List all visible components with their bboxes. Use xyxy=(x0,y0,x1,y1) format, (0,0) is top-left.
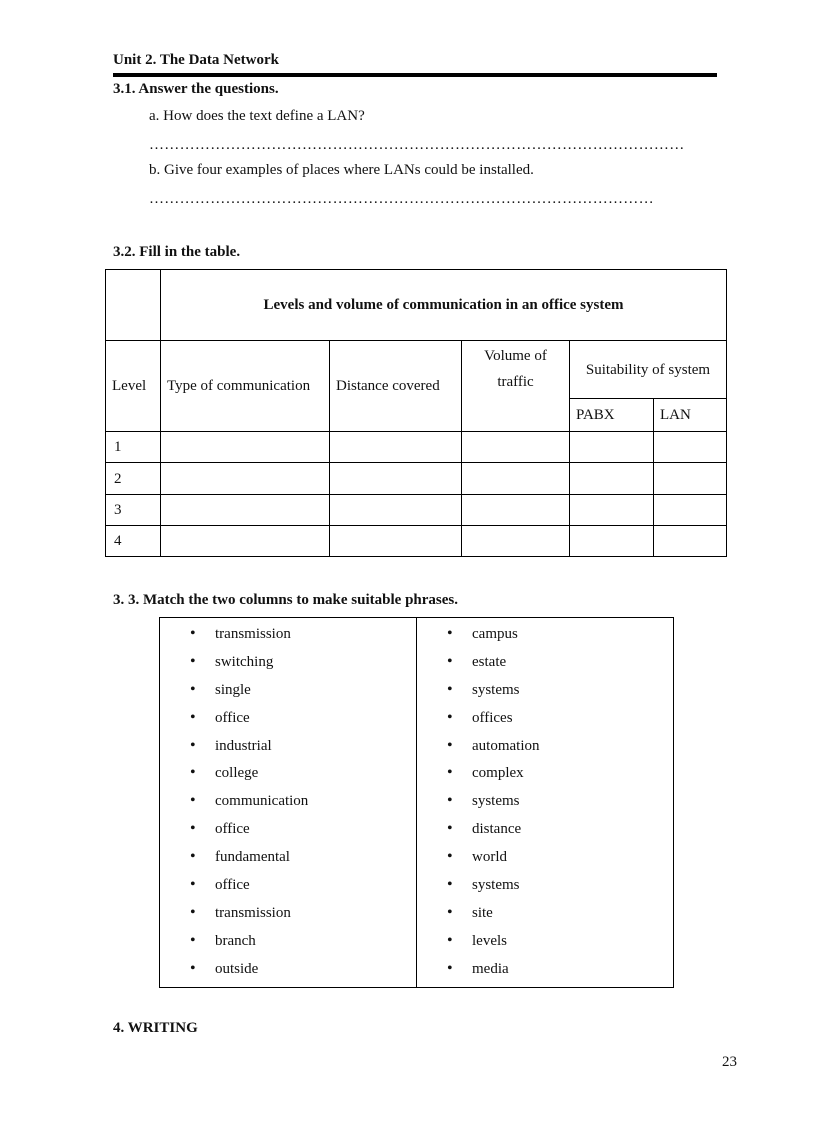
match-left-column xyxy=(160,618,417,988)
cell-distance[interactable] xyxy=(330,463,462,495)
cell-type[interactable] xyxy=(161,495,330,526)
cell-distance[interactable] xyxy=(330,495,462,526)
cell-pabx[interactable] xyxy=(570,463,654,495)
match-left-item: • office xyxy=(160,708,416,736)
cell-distance[interactable] xyxy=(330,526,462,557)
match-left-item: • office xyxy=(160,819,416,847)
answer-line-a: …………………………………………………………………………………………… xyxy=(149,137,685,153)
cell-lan[interactable] xyxy=(654,495,727,526)
match-right-item: • levels xyxy=(417,931,673,959)
match-right-item: • site xyxy=(417,903,673,931)
right-word-list xyxy=(417,624,673,987)
match-right-column xyxy=(417,618,674,988)
match-left-item: • single xyxy=(160,680,416,708)
match-right-item: • automation xyxy=(417,736,673,764)
cell-lan[interactable] xyxy=(654,463,727,495)
cell-volume[interactable] xyxy=(462,526,570,557)
match-right-item: • media xyxy=(417,959,673,987)
match-left-item: • switching xyxy=(160,652,416,680)
header-volume: Volume of traffic xyxy=(462,341,570,432)
match-left-item: • office xyxy=(160,875,416,903)
table-caption: Levels and volume of communication in an office system xyxy=(161,270,727,341)
section-3-1-title: 3.1. Answer the questions. xyxy=(113,81,279,97)
header-distance: Distance covered xyxy=(330,341,462,432)
cell-type[interactable] xyxy=(161,463,330,495)
match-left-item: • branch xyxy=(160,931,416,959)
cell-type[interactable] xyxy=(161,526,330,557)
cell-volume[interactable] xyxy=(462,495,570,526)
match-left-item: • transmission xyxy=(160,903,416,931)
header-pabx: PABX xyxy=(570,399,654,432)
question-b: b. Give four examples of places where LANs could be installed. xyxy=(149,162,534,178)
table-corner-cell xyxy=(106,270,161,341)
cell-volume[interactable] xyxy=(462,432,570,463)
left-word-list xyxy=(160,624,416,987)
page-number: 23 xyxy=(722,1054,737,1070)
match-right-item: • distance xyxy=(417,819,673,847)
row-level-2: 2 xyxy=(106,463,161,495)
header-level: Level xyxy=(106,341,161,432)
match-right-item: • systems xyxy=(417,875,673,903)
cell-lan[interactable] xyxy=(654,432,727,463)
answer-line-b: ……………………………………………………………………………………… xyxy=(149,191,654,207)
header-type: Type of communication xyxy=(161,341,330,432)
row-level-1: 1 xyxy=(106,432,161,463)
match-right-item: • world xyxy=(417,847,673,875)
match-right-item: • estate xyxy=(417,652,673,680)
match-right-item: • offices xyxy=(417,708,673,736)
cell-pabx[interactable] xyxy=(570,432,654,463)
match-left-item: • transmission xyxy=(160,624,416,652)
header-rule xyxy=(113,73,717,77)
row-level-3: 3 xyxy=(106,495,161,526)
section-3-2-title: 3.2. Fill in the table. xyxy=(113,244,241,260)
match-left-item: • college xyxy=(160,763,416,791)
match-left-item: • communication xyxy=(160,791,416,819)
match-table xyxy=(159,617,674,988)
section-4-title: 4. WRITING xyxy=(113,1020,198,1036)
section-3-3-title: 3. 3. Match the two columns to make suitable phrases. xyxy=(113,592,458,608)
cell-lan[interactable] xyxy=(654,526,727,557)
match-right-item: • campus xyxy=(417,624,673,652)
match-right-item: • systems xyxy=(417,791,673,819)
match-right-item: • systems xyxy=(417,680,673,708)
unit-title: Unit 2. The Data Network xyxy=(113,52,279,68)
match-left-item: • outside xyxy=(160,959,416,987)
fill-in-table xyxy=(105,269,727,557)
question-a: a. How does the text define a LAN? xyxy=(149,108,365,124)
match-left-item: • industrial xyxy=(160,736,416,764)
cell-volume[interactable] xyxy=(462,463,570,495)
cell-distance[interactable] xyxy=(330,432,462,463)
cell-pabx[interactable] xyxy=(570,526,654,557)
match-left-item: • fundamental xyxy=(160,847,416,875)
header-suitability: Suitability of system xyxy=(570,341,727,399)
row-level-4: 4 xyxy=(106,526,161,557)
cell-type[interactable] xyxy=(161,432,330,463)
header-lan: LAN xyxy=(654,399,727,432)
cell-pabx[interactable] xyxy=(570,495,654,526)
match-right-item: • complex xyxy=(417,763,673,791)
